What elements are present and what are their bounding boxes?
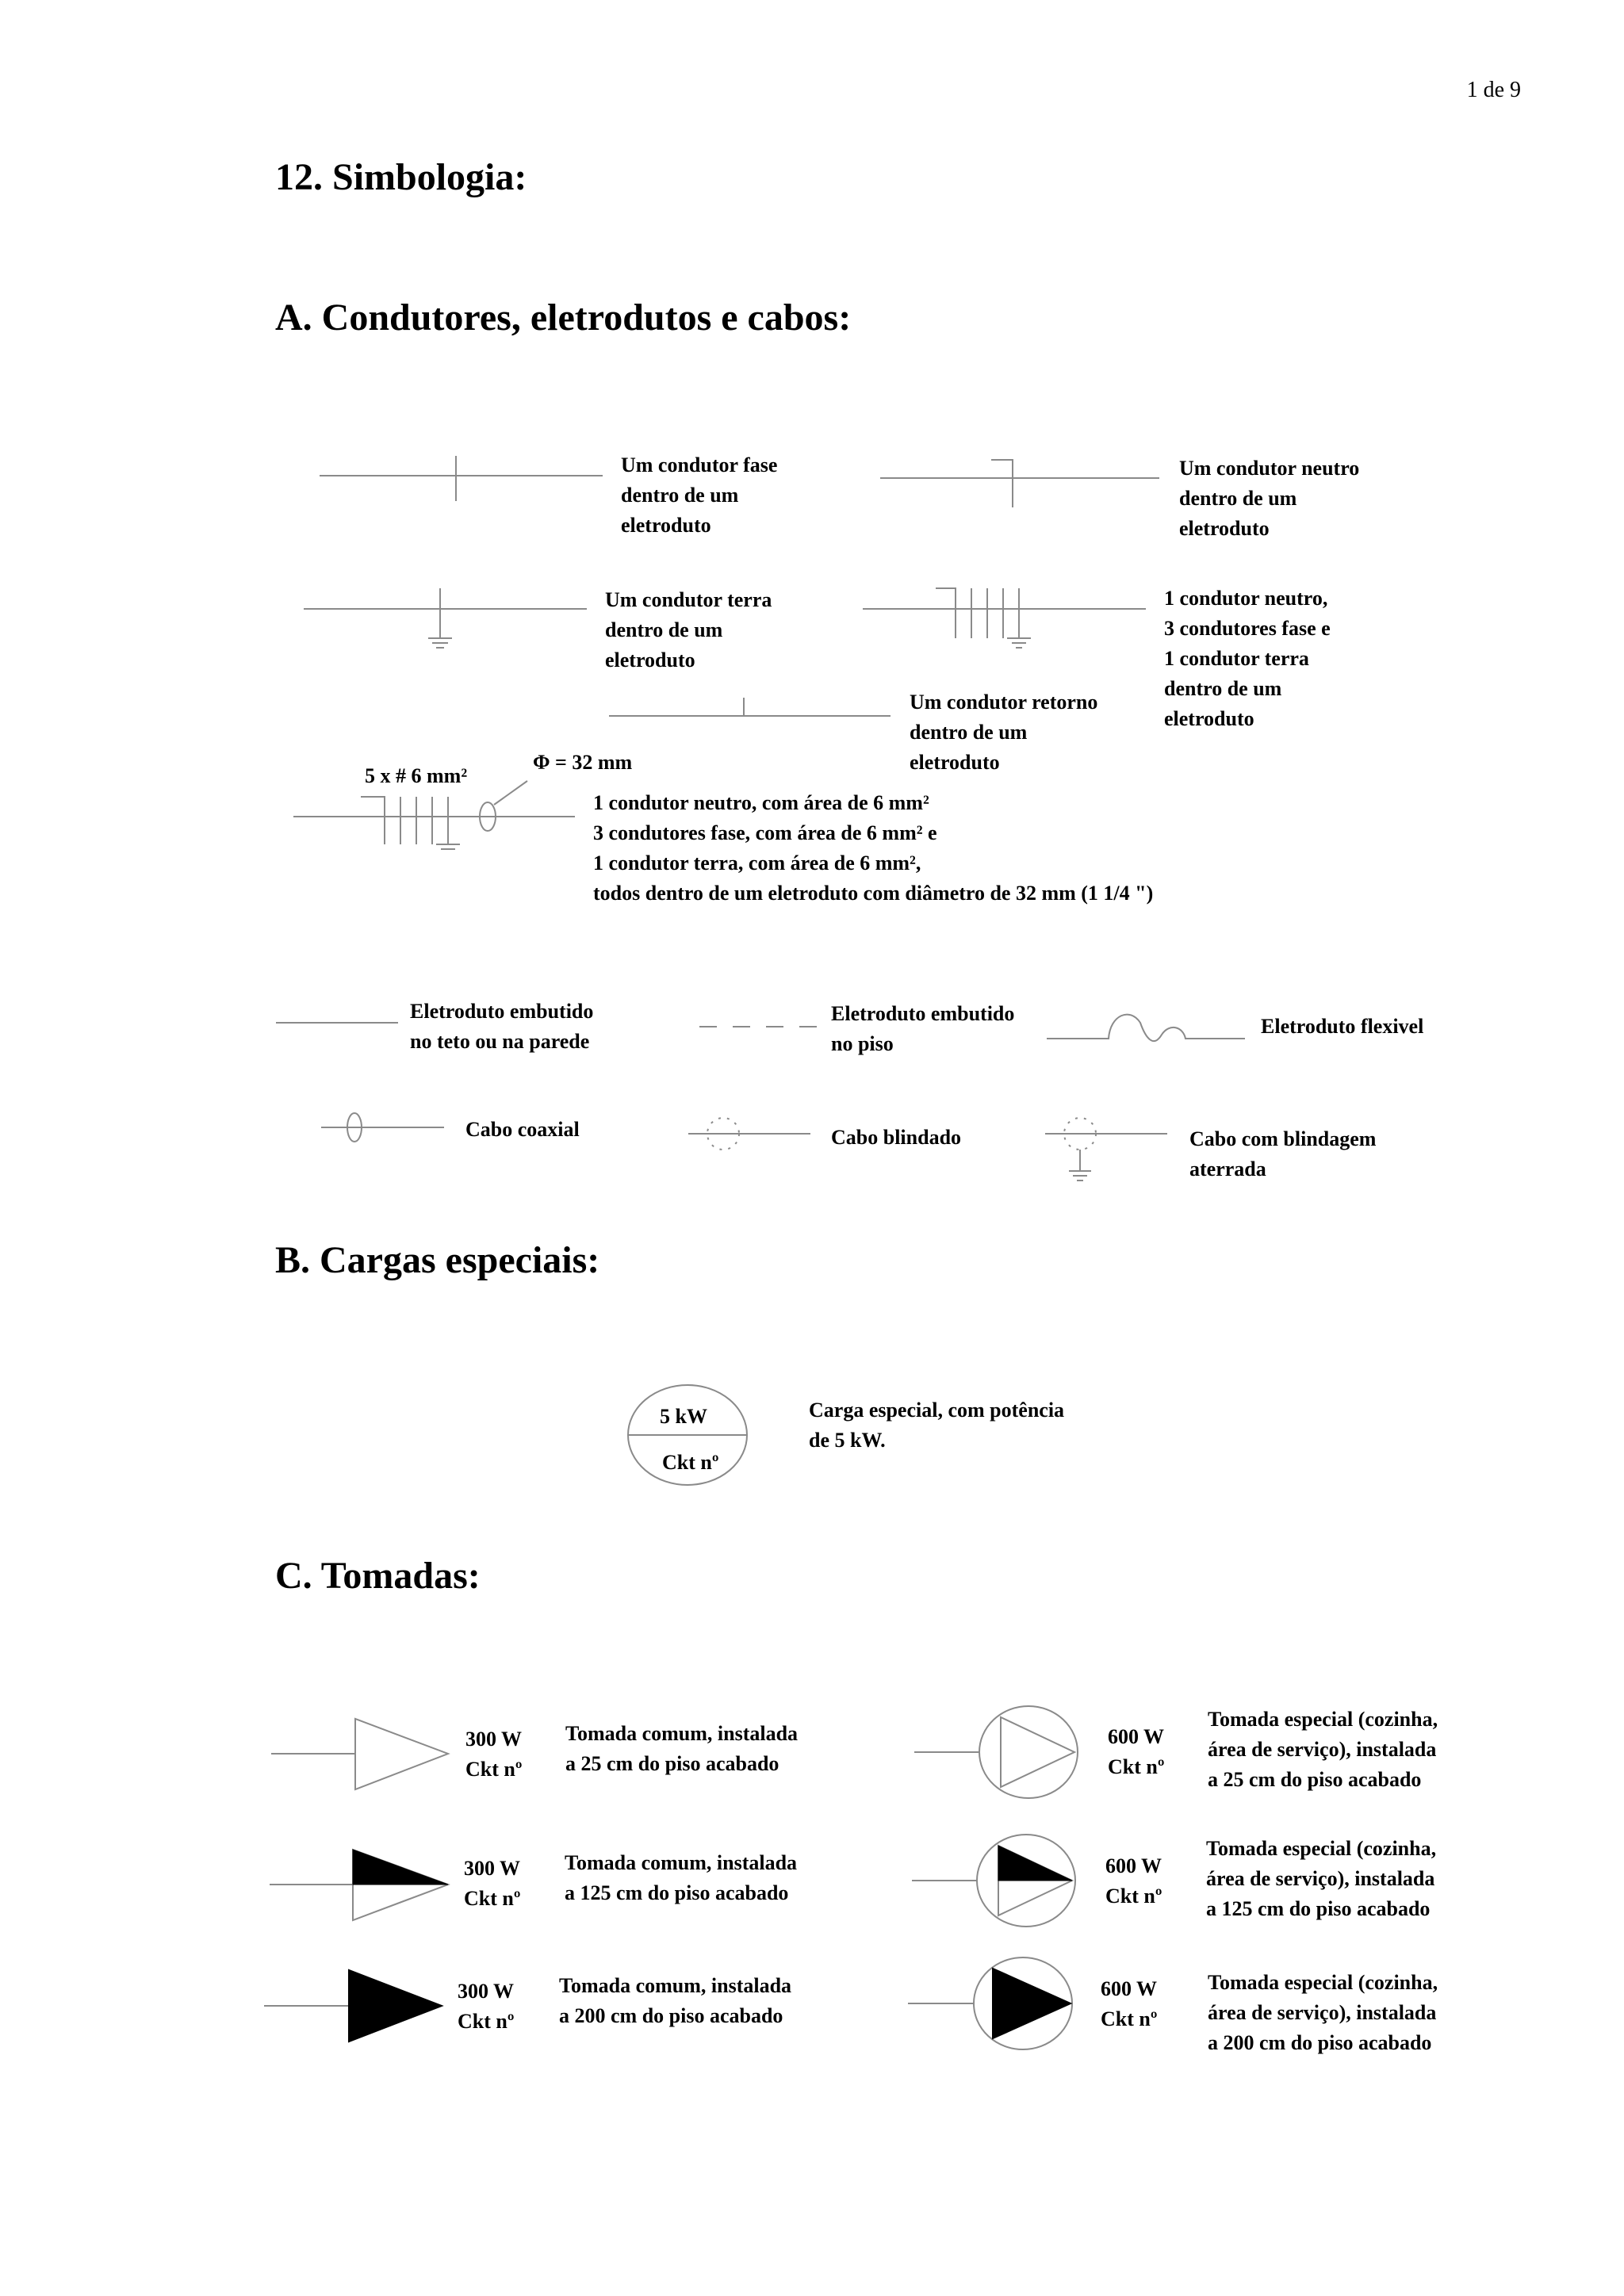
grounded-shield-cable-label: Cabo com blindagem aterrada (1189, 1127, 1377, 1181)
ground-conductor-label: Um condutor terra dentro de um eletroduto (605, 588, 772, 672)
ground-conductor-symbol (304, 588, 587, 648)
five-conductor-description: 1 condutor neutro, com área de 6 mm² 3 condutores fase, com área de 6 mm² e 1 condutor terra, com área de 6 mm², todos dentro de um eletroduto com diâmetro de 32 mm (1 1/4 ") (593, 791, 1154, 905)
combined-conductors-label: 1 condutor neutro, 3 condutores fase e 1 condutor terra dentro de um eletroduto (1164, 587, 1331, 730)
special-outlet-description: Tomada especial (cozinha, área de serviço), instalada a 125 cm do piso acabado (1206, 1837, 1437, 1920)
floor-conduit-label: Eletroduto embutido no piso (831, 1002, 1015, 1055)
phase-conductor-label: Um condutor fase dentro de um eletroduto (621, 453, 778, 537)
special-load-circuit: Ckt nº (662, 1451, 719, 1474)
outlet-description: Tomada comum, instalada a 200 cm do piso acabado (559, 1974, 792, 2027)
outlet-power-label: 300 W (465, 1728, 523, 1751)
return-conductor-symbol (609, 698, 891, 716)
conduit-diameter-label: Φ = 32 mm (533, 751, 633, 774)
special-outlet-125cm-symbol (912, 1835, 1075, 1927)
section-b-heading: B. Cargas especiais: (275, 1239, 600, 1281)
outlet-circuit-label: Ckt nº (458, 2010, 515, 2033)
outlet-power-label: 300 W (458, 1980, 515, 2003)
outlet-circuit-label: Ckt nº (465, 1758, 523, 1781)
outlet-circuit-label: Ckt nº (464, 1887, 521, 1910)
special-load-description: Carga especial, com potência de 5 kW. (809, 1399, 1065, 1452)
neutral-conductor-label: Um condutor neutro dentro de um eletroduto (1179, 457, 1360, 540)
grounded-shield-cable-symbol (1045, 1118, 1167, 1181)
coaxial-cable-label: Cabo coaxial (465, 1118, 580, 1141)
special-outlet-circuit-label: Ckt nº (1108, 1755, 1165, 1778)
neutral-conductor-symbol (880, 460, 1159, 507)
section-a-heading: A. Condutores, eletrodutos e cabos: (275, 297, 852, 339)
ceiling-conduit-label: Eletroduto embutido no teto ou na parede (410, 1000, 594, 1053)
flexible-conduit-label: Eletroduto flexivel (1261, 1015, 1424, 1038)
outlet-125cm-symbol (270, 1850, 448, 1920)
special-outlet-200cm-symbol (908, 1957, 1072, 2049)
special-outlet-power-label: 600 W (1101, 1977, 1158, 2000)
special-outlet-description: Tomada especial (cozinha, área de serviço), instalada a 200 cm do piso acabado (1208, 1971, 1438, 2054)
section-c-heading: C. Tomadas: (275, 1555, 481, 1597)
special-outlet-circuit-label: Ckt nº (1101, 2007, 1158, 2030)
special-outlet-power-label: 600 W (1108, 1725, 1165, 1748)
outlet-power-label: 300 W (464, 1857, 521, 1880)
outlet-description: Tomada comum, instalada a 25 cm do piso acabado (565, 1722, 799, 1775)
special-outlet-25cm-symbol (914, 1706, 1078, 1798)
special-outlet-description: Tomada especial (cozinha, área de serviço), instalada a 25 cm do piso acabado (1208, 1708, 1438, 1791)
page-number: 1 de 9 (1466, 78, 1521, 102)
combined-conductors-symbol (863, 588, 1146, 648)
outlet-description: Tomada comum, instalada a 125 cm do piso acabado (565, 1851, 798, 1904)
cable-count-label: 5 x # 6 mm² (365, 764, 468, 787)
flexible-conduit-symbol (1047, 1015, 1245, 1042)
coaxial-cable-symbol (321, 1113, 444, 1142)
phase-conductor-symbol (320, 456, 603, 501)
special-outlet-power-label: 600 W (1105, 1854, 1162, 1877)
outlet-200cm-symbol (264, 1970, 442, 2042)
special-outlet-circuit-label: Ckt nº (1105, 1885, 1162, 1908)
shielded-cable-label: Cabo blindado (831, 1126, 962, 1149)
shielded-cable-symbol (688, 1118, 810, 1150)
outlet-25cm-symbol (271, 1719, 448, 1789)
special-load-power: 5 kW (660, 1405, 707, 1428)
return-conductor-label: Um condutor retorno dentro de um eletroduto (910, 691, 1098, 774)
document-title: 12. Simbologia: (275, 156, 527, 198)
